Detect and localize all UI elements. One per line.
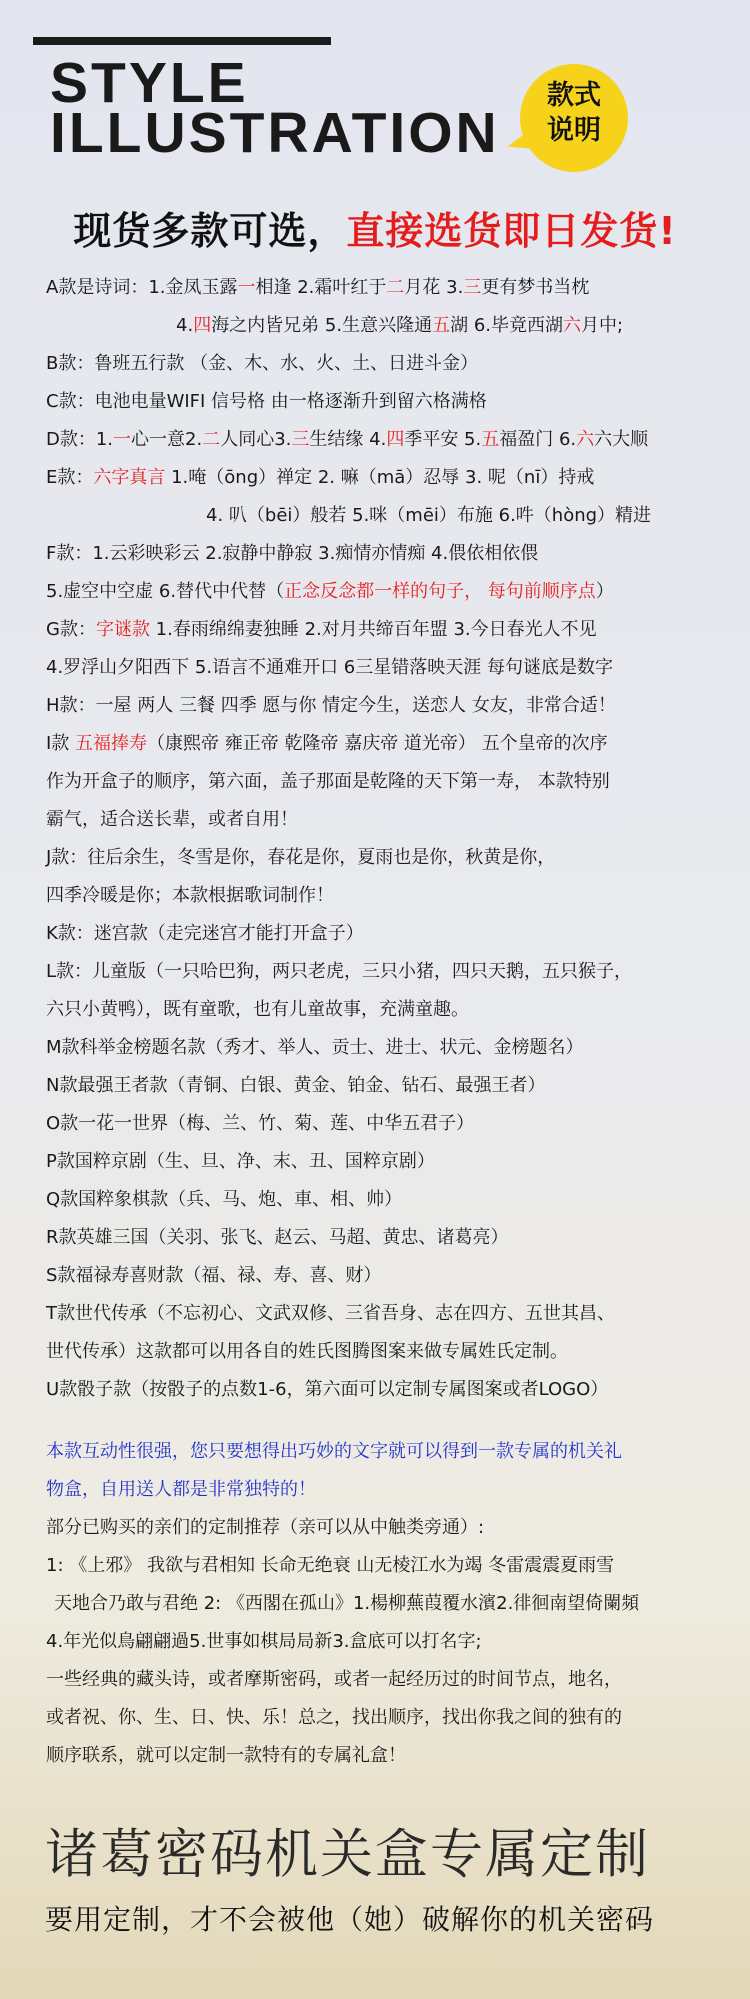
- style-c: C款：电池电量WIFI 信号格 由一格逐渐升到留六格满格: [46, 391, 487, 412]
- red-number: 四: [193, 315, 212, 336]
- headline-black: 现货多款可选，: [73, 209, 347, 253]
- style-q: Q款国粹象棋款（兵、马、炮、車、相、帅）: [46, 1189, 403, 1210]
- red-number: 五: [432, 315, 451, 336]
- style-i-line-1: [46, 725, 746, 763]
- red-highlight: 六字真言: [93, 467, 166, 488]
- text-segment: I款: [46, 733, 76, 754]
- style-f-line-2: [46, 573, 746, 611]
- style-h: H款：一屋 两人 三餐 四季 愿与你 情定今生，送恋人 女友，非常合适！: [46, 695, 616, 716]
- style-i-line-2: 作为开盒子的顺序，第六面，盖子那面是乾隆的天下第一寿， 本款特别: [46, 771, 610, 792]
- style-g-line-2: 4.罗浮山夕阳西下 5.语言不通难开口 6三星错落映天涯 每句谜底是数字: [46, 657, 613, 678]
- style-l-line-2: 六只小黄鸭），既有童歌，也有儿童故事，充满童趣。: [46, 999, 469, 1020]
- red-highlight: 字谜款: [95, 619, 150, 640]
- red-number: 一: [113, 429, 132, 450]
- style-p: P款国粹京剧（生、旦、净、末、丑、国粹京剧）: [46, 1151, 435, 1172]
- style-m: M款科举金榜题名款（秀才、举人、贡士、进士、状元、金榜题名）: [46, 1037, 584, 1058]
- text-segment: G款：: [46, 619, 96, 640]
- text-segment: 心一意2.: [131, 429, 203, 450]
- text-segment: 月花 3.: [404, 277, 464, 298]
- style-t-line-1: T款世代传承（不忘初心、文武双修、三省吾身、志在四方、五世其昌、: [46, 1303, 615, 1324]
- style-illustration-title: [50, 51, 500, 165]
- style-n: N款最强王者款（青铜、白银、黄金、铂金、钻石、最强王者）: [46, 1075, 546, 1096]
- title-line-2: ILLUSTRATION: [50, 101, 500, 165]
- style-f-line-1: F款：1.云彩映彩云 2.寂静中静寂 3.痴情亦情痴 4.偎依相依偎: [46, 543, 539, 564]
- recommend-line-5: 一些经典的藏头诗，或者摩斯密码，或者一起经历过的时间节点，地名，: [46, 1669, 622, 1690]
- headline-red: 直接选货即日发货!: [346, 209, 677, 253]
- style-list: [46, 269, 746, 1775]
- text-segment: 福盈门 6.: [499, 429, 577, 450]
- red-number: 三: [291, 429, 310, 450]
- red-number: 四: [386, 429, 405, 450]
- red-highlight: 五福捧寿: [75, 733, 148, 754]
- title-line-1: STYLE: [50, 51, 249, 115]
- spacer: [46, 1409, 746, 1433]
- red-number: 六: [576, 429, 595, 450]
- text-segment: 生结缘 4.: [309, 429, 387, 450]
- style-i-line-3: 霸气，适合送长辈，或者自用！: [46, 809, 298, 830]
- style-a-line-1: [46, 269, 746, 307]
- style-e-line-2: 4. 叭（bēi）般若 5.咪（mēi）布施 6.吽（hòng）精进: [206, 505, 652, 526]
- style-g-line-1: [46, 611, 746, 649]
- style-o: O款一花一世界（梅、兰、竹、菊、莲、中华五君子）: [46, 1113, 475, 1134]
- style-e-line-1: [46, 459, 746, 497]
- style-t-line-2: 世代传承）这款都可以用各自的姓氏图腾图案来做专属姓氏定制。: [46, 1341, 568, 1362]
- text-segment: 六大顺: [594, 429, 649, 450]
- text-segment: D款：1.: [46, 429, 114, 450]
- badge-text: [520, 78, 628, 148]
- top-accent-bar: [33, 37, 331, 45]
- text-segment: 季平安 5.: [404, 429, 482, 450]
- recommend-line-6: 或者祝、你、生、日、快、乐！总之，找出顺序，找出你我之间的独有的: [46, 1707, 622, 1728]
- footer-subtitle: 要用定制，才不会被他（她）破解你的机关密码: [45, 1903, 655, 1936]
- red-number: 三: [463, 277, 482, 298]
- badge-line-1: 款式: [547, 80, 601, 111]
- recommend-line-2: 1: 《上邪》 我欲与君相知 长命无绝衰 山无棱江水为竭 冬雷震震夏雨雪: [46, 1555, 615, 1576]
- style-s: S款福禄寿喜财款（福、禄、寿、喜、财）: [46, 1265, 382, 1286]
- text-segment: 湖 6.毕竟西湖: [450, 315, 563, 336]
- style-d: [46, 421, 746, 459]
- text-segment: 人同心3.: [220, 429, 292, 450]
- text-segment: 4.: [176, 315, 194, 336]
- footer-title: 诸葛密码机关盒专属定制: [45, 1824, 650, 1885]
- text-segment: 月中;: [581, 315, 624, 336]
- text-segment: E款：: [46, 467, 94, 488]
- headline: [0, 200, 750, 255]
- note-line-2: 物盒，自用送人都是非常独特的！: [46, 1479, 316, 1500]
- text-segment: 更有梦书当枕: [481, 277, 590, 298]
- style-b: B款：鲁班五行款 （金、木、水、火、土、日进斗金）: [46, 353, 479, 374]
- text-segment: 1.唵（ōng）禅定 2. 嘛（mā）忍辱 3. 呢（nī）持戒: [165, 467, 595, 488]
- style-r: R款英雄三国（关羽、张飞、赵云、马超、黄忠、诸葛亮）: [46, 1227, 509, 1248]
- red-number: 六: [563, 315, 581, 336]
- recommend-line-3: 天地合乃敢与君绝 2: 《西閣在孤山》1.楊柳蕪葭覆水濱2.徘徊南望倚闌頻: [54, 1593, 640, 1614]
- red-number: 一: [237, 277, 256, 298]
- style-u: U款骰子款（按骰子的点数1-6，第六面可以定制专属图案或者LOGO）: [46, 1379, 609, 1400]
- recommend-line-1: 部分已购买的亲们的定制推荐（亲可以从中触类旁通）:: [46, 1517, 485, 1538]
- style-j-line-1: J款：往后余生，冬雪是你，春花是你，夏雨也是你，秋黄是你，: [46, 847, 556, 868]
- text-segment: 1.春雨绵绵妻独睡 2.对月共缔百年盟 3.今日春光人不见: [149, 619, 597, 640]
- recommend-line-4: 4.年光似鳥翩翩過5.世事如棋局局新3.盒底可以打名字;: [46, 1631, 482, 1652]
- text-segment: ）: [595, 581, 614, 602]
- red-number: 二: [202, 429, 221, 450]
- style-j-line-2: 四季冷暖是你；本款根据歌词制作！: [46, 885, 334, 906]
- red-number: 五: [481, 429, 500, 450]
- text-segment: 海之内皆兄弟 5.生意兴隆通: [211, 315, 433, 336]
- text-segment: （康熙帝 雍正帝 乾隆帝 嘉庆帝 道光帝） 五个皇帝的次序: [147, 733, 608, 754]
- badge-line-2: 说明: [547, 115, 601, 146]
- recommend-line-7: 顺序联系，就可以定制一款特有的专属礼盒！: [46, 1745, 406, 1766]
- style-l-line-1: L款：儿童版（一只哈巴狗，两只老虎，三只小猪，四只天鹅，五只猴子，: [46, 961, 633, 982]
- style-k: K款：迷宫款（走完迷宫才能打开盒子）: [46, 923, 364, 944]
- red-number: 二: [386, 277, 405, 298]
- style-a-line-2: [46, 307, 746, 345]
- text-segment: 相逢 2.霜叶红于: [255, 277, 387, 298]
- text-segment: A款是诗词：1.金凤玉露: [46, 277, 238, 298]
- text-segment: 5.虚空中空虚 6.替代中代替（: [46, 581, 285, 602]
- note-line-1: 本款互动性很强，您只要想得出巧妙的文字就可以得到一款专属的机关礼: [46, 1441, 622, 1462]
- red-highlight: 正念反念都一样的句子， 每句前顺序点: [284, 581, 596, 602]
